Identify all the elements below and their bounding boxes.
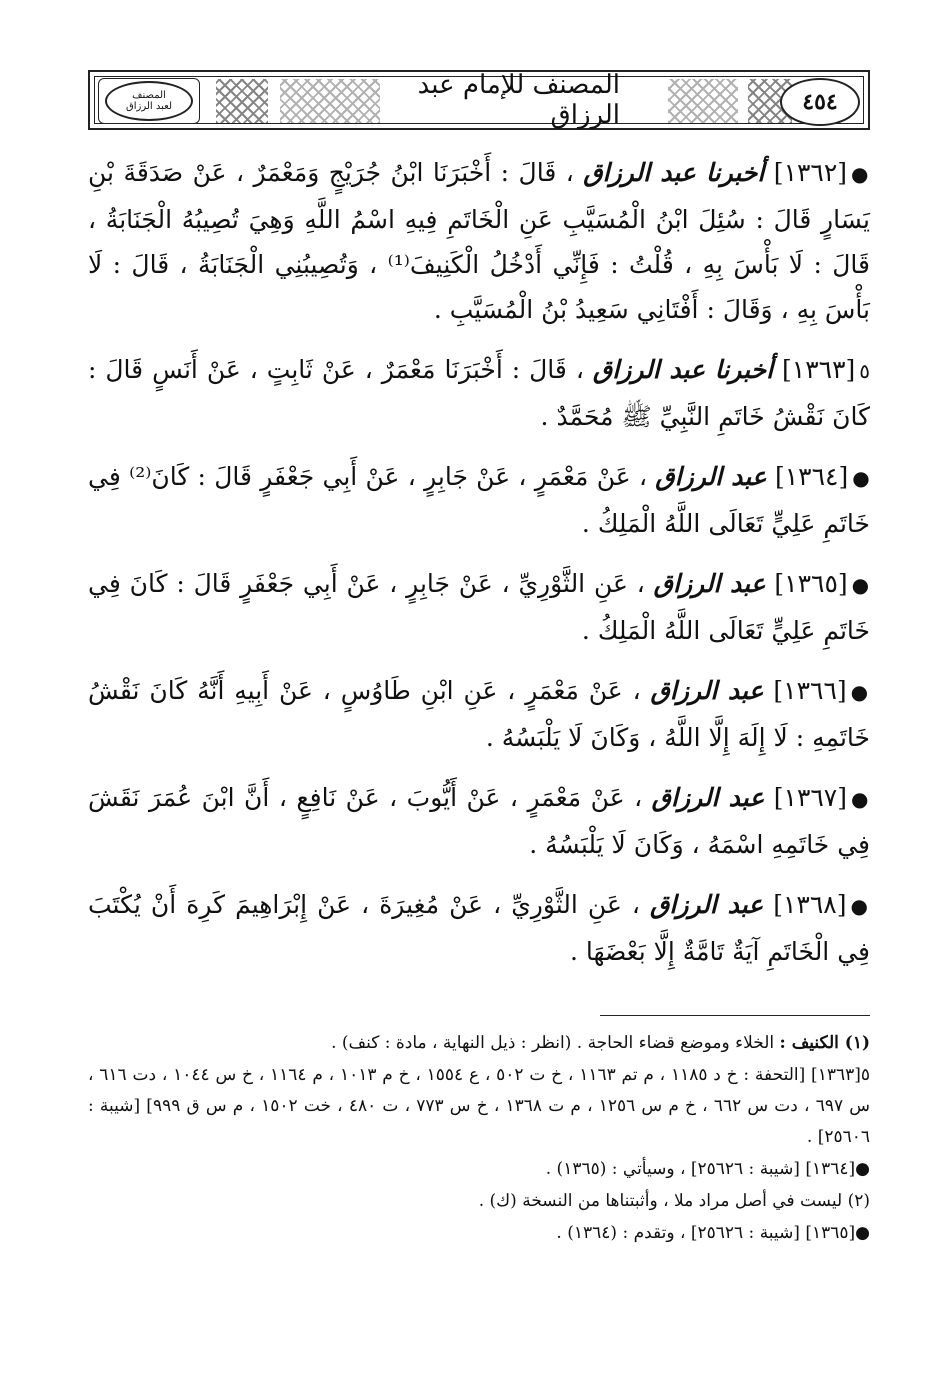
hadith-entry <box>88 150 870 332</box>
header-ornament-mid-right <box>668 79 738 123</box>
footnote-lead: ●[١٣٦٤] <box>805 1159 870 1179</box>
hadith-lead: عبد الرزاق <box>650 676 764 705</box>
footnote-item <box>88 1154 870 1185</box>
book-emblem <box>98 78 200 124</box>
hadith-text: ، عَنْ مَعْمَرٍ ، عَنْ أَيُّوبَ ، عَنْ نَافِعٍ ، أَنَّ ابْنَ عُمَرَ نَقَشَ فِي خَاتَمِهِ اسْمَهُ ، وَكَانَ لَا يَلْبَسُهُ . <box>88 783 870 859</box>
footnote-lead: (٢) <box>847 1191 870 1211</box>
entry-marker: ● <box>851 162 871 186</box>
hadith-entry <box>88 347 870 439</box>
footnote-lead: ●[١٣٦٥] <box>805 1223 870 1243</box>
hadith-number: [١٣٦٦] <box>773 676 847 705</box>
header-ornament-left <box>216 79 268 123</box>
hadith-number: [١٣٦٣] <box>782 355 856 384</box>
hadith-entry <box>88 668 870 760</box>
entry-marker: ٥ <box>859 359 871 383</box>
footnote-lead: (١) الكنيف : <box>779 1033 870 1053</box>
footnote-text: الخلاء وموضع قضاء الحاجة . (انظر : ذيل النهاية ، مادة : كنف) . <box>331 1033 775 1053</box>
hadith-text: ، قَالَ : أَخْبَرَنَا ابْنُ جُرَيْجٍ وَمَعْمَرٌ ، عَنْ صَدَقَةَ بْنِ يَسَارٍ قَالَ : سُئِلَ ابْنُ الْمُسَيَّبِ عَنِ الْخَاتَمِ فِيهِ اسْمُ اللَّهِ وَهِيَ تُصِيبُهُ الْجَنَابَةُ ، قَالَ : لَا بَأْسَ بِهِ ، قُلْتُ : فَإِنِّي أَدْخُلُ الْكَنِيفَ⁽¹⁾ ، وَتُصِيبُنِي الْجَنَابَةُ ، قَالَ : لَا بَأْسَ بِهِ ، وَقَالَ : أَفْتَانِي سَعِيدُ بْنُ الْمُسَيَّبِ . <box>88 158 870 324</box>
hadith-lead: أخبرنا عبد الرزاق <box>583 158 765 187</box>
hadith-entry <box>88 775 870 867</box>
footnote-text: ليست في أصل مراد ملا ، وأثبتناها من النسخة (ك) . <box>478 1191 843 1211</box>
hadith-lead: عبد الرزاق <box>650 890 764 919</box>
hadith-number: [١٣٦٨] <box>773 890 847 919</box>
entry-marker: ● <box>851 573 870 597</box>
emblem-line-2: لعبد الرزاق <box>125 101 173 112</box>
hadith-entry <box>88 454 870 546</box>
hadith-entry <box>88 882 870 974</box>
page-header <box>88 70 870 130</box>
hadith-text: ، عَنْ مَعْمَرٍ ، عَنْ جَابِرٍ ، عَنْ أَبِي جَعْفَرٍ قَالَ : كَانَ⁽²⁾ فِي خَاتَمِ عَلِيٍّ تَعَالَى اللَّهُ الْمَلِكُ . <box>88 462 870 538</box>
hadith-lead: عبد الرزاق <box>655 462 767 491</box>
header-ornament-mid-left <box>280 79 380 123</box>
entry-marker: ● <box>851 787 870 811</box>
main-text <box>88 150 870 989</box>
hadith-lead: عبد الرزاق <box>653 569 766 598</box>
hadith-text: ، قَالَ : أَخْبَرَنَا مَعْمَرٌ ، عَنْ ثَابِتٍ ، عَنْ أَنَسٍ قَالَ : كَانَ نَقْشُ خَاتَمِ النَّبِيِّ ﷺ مُحَمَّدٌ . <box>88 355 870 431</box>
entry-marker: ● <box>850 894 871 918</box>
hadith-entry <box>88 561 870 653</box>
hadith-text: ، عَنْ مَعْمَرٍ ، عَنِ ابْنِ طَاوُسٍ ، عَنْ أَبِيهِ أَنَّهُ كَانَ نَقْشُ خَاتَمِهِ : لَا إِلَهَ إِلَّا اللَّهُ ، وَكَانَ لَا يَلْبَسُهُ . <box>88 676 870 752</box>
footnote-item <box>88 1028 870 1059</box>
footnote-separator <box>600 1015 870 1016</box>
page-number: ٤٥٤ <box>780 78 860 126</box>
hadith-number: [١٣٦٢] <box>773 158 848 187</box>
footnote-item <box>88 1218 870 1249</box>
entry-marker: ● <box>850 680 871 704</box>
footnote-item <box>88 1186 870 1217</box>
hadith-lead: عبد الرزاق <box>651 783 765 812</box>
hadith-number: [١٣٦٤] <box>774 462 849 491</box>
footnote-lead: ٥[١٣٦٣] <box>811 1065 870 1085</box>
hadith-text: ، عَنِ الثَّوْرِيِّ ، عَنْ جَابِرٍ ، عَنْ أَبِي جَعْفَرٍ قَالَ : كَانَ فِي خَاتَمِ عَلِيٍّ تَعَالَى اللَّهُ الْمَلِكُ . <box>88 569 870 645</box>
book-emblem-oval <box>105 81 193 121</box>
hadith-lead: أخبرنا عبد الرزاق <box>592 355 774 384</box>
footnotes <box>88 1028 870 1250</box>
footnote-text: [شيبة : ٢٥٦٢٦] ، وسيأتي : (١٣٦٥) . <box>545 1159 800 1179</box>
hadith-number: [١٣٦٧] <box>773 783 847 812</box>
footnote-text: [التحفة : خ د ١١٨٥ ، م تم ١١٦٣ ، خ ت ٥٠٢ ، ع ١٥٥٤ ، خ م ١٠١٣ ، م ١١٦٤ ، خ س ١٠٤٤ ، دت ٦١٦ ، س ٦٩٧ ، دت س ٦٦٢ ، خ م س ١٢٥٦ ، م ت ١٣٦٨ ، خ س ٧٧٣ ، ت ٤٨٠ ، خت ١٥٠٢ ، م س ق ٩٩٩] [شيبة : ٢٥٦٠٦] . <box>88 1065 871 1147</box>
footnote-item <box>88 1060 870 1153</box>
entry-marker: ● <box>852 466 870 490</box>
hadith-number: [١٣٦٥] <box>774 569 848 598</box>
emblem-line-1: المصنف <box>132 90 166 101</box>
hadith-text: ، عَنِ الثَّوْرِيِّ ، عَنْ مُغِيرَةَ ، عَنْ إِبْرَاهِيمَ كَرِهَ أَنْ يُكْتَبَ فِي الْخَاتَمِ آيَةٌ تَامَّةٌ إِلَّا بَعْضَهَا . <box>88 890 870 966</box>
running-title: المصنف للإمام عبد الرزاق <box>390 80 620 120</box>
footnote-text: [شيبة : ٢٥٦٢٦] ، وتقدم : (١٣٦٤) . <box>556 1223 800 1243</box>
